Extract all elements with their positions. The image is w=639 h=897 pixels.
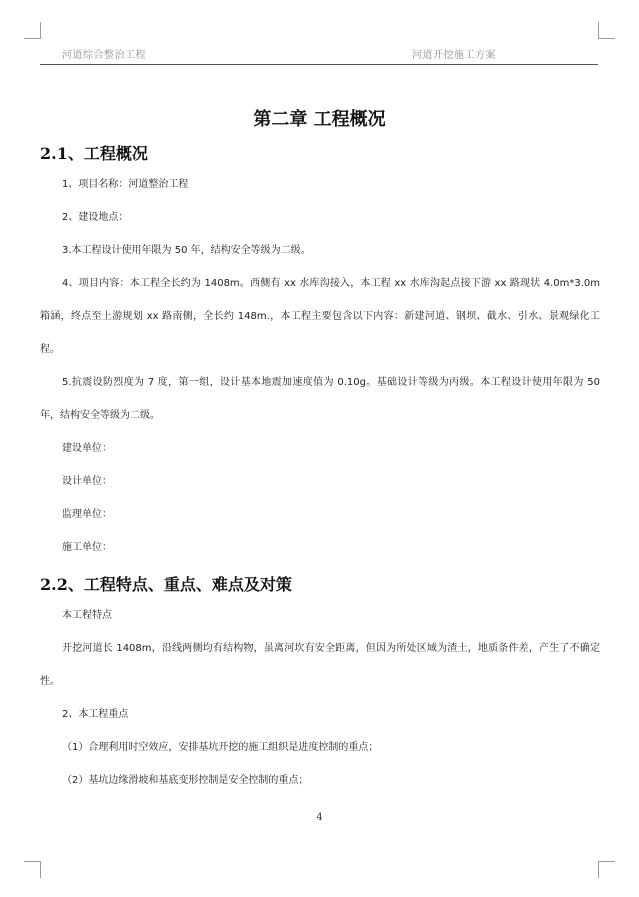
crop-mark-bottom-right bbox=[598, 861, 615, 878]
section-heading-overview: 2.1、工程概况 bbox=[40, 144, 148, 163]
paragraph-features-title: 本工程特点 bbox=[62, 610, 112, 621]
paragraph-supervision-unit: 监理单位： bbox=[62, 509, 112, 520]
chapter-title: 第二章 工程概况 bbox=[253, 109, 386, 130]
page-header bbox=[40, 46, 598, 65]
paragraph-features-detail: 开挖河道长 1408m，沿线两侧均有结构物，虽离河坎有安全距离，但因为所处区域为渣土，地质条件差，产生了不确定性。 bbox=[40, 643, 600, 687]
crop-mark-bottom-left bbox=[24, 861, 41, 878]
paragraph-key-point-2: （2）基坑边缘滑坡和基底变形控制是安全控制的重点； bbox=[62, 775, 309, 786]
crop-mark-top-left bbox=[24, 22, 41, 39]
paragraph-project-name: 1、项目名称：河道整治工程 bbox=[62, 179, 189, 190]
paragraph-key-points-title: 2、本工程重点 bbox=[62, 709, 129, 720]
header-left-text: 河道综合整治工程 bbox=[62, 50, 146, 61]
paragraph-project-content: 4、项目内容：本工程全长约为 1408m。西侧有 xx 水库沟接入，本工程 xx 水库沟起点接下游 xx 路现状 4.0m*3.0m 箱涵，终点至上游规划 xx 路南侧，全长约 148m.，本工程主要包含以下内容：新建河道、钢坝、截水、引水、景观绿化工程。 bbox=[40, 278, 600, 355]
paragraph-construction-unit: 施工单位： bbox=[62, 542, 112, 553]
section-heading-features: 2.2、工程特点、重点、难点及对策 bbox=[40, 575, 292, 594]
paragraph-design-unit: 设计单位： bbox=[62, 476, 112, 487]
paragraph-key-point-1: （1）合理利用时空效应，安排基坑开挖的施工组织是进度控制的重点； bbox=[62, 742, 379, 753]
paragraph-seismic: 5.抗震设防烈度为 7 度，第一组，设计基本地震加速度值为 0.10g。基础设计等级为丙级。本工程设计使用年限为 50 年，结构安全等级为二级。 bbox=[40, 377, 600, 421]
paragraph-location: 2、建设地点： bbox=[62, 212, 129, 223]
header-right-text: 河道开挖施工方案 bbox=[412, 50, 496, 61]
page-number: 4 bbox=[316, 812, 323, 823]
crop-mark-top-right bbox=[598, 22, 615, 39]
paragraph-owner-unit: 建设单位： bbox=[62, 443, 112, 454]
paragraph-design-life: 3.本工程设计使用年限为 50 年，结构安全等级为二级。 bbox=[62, 245, 311, 256]
